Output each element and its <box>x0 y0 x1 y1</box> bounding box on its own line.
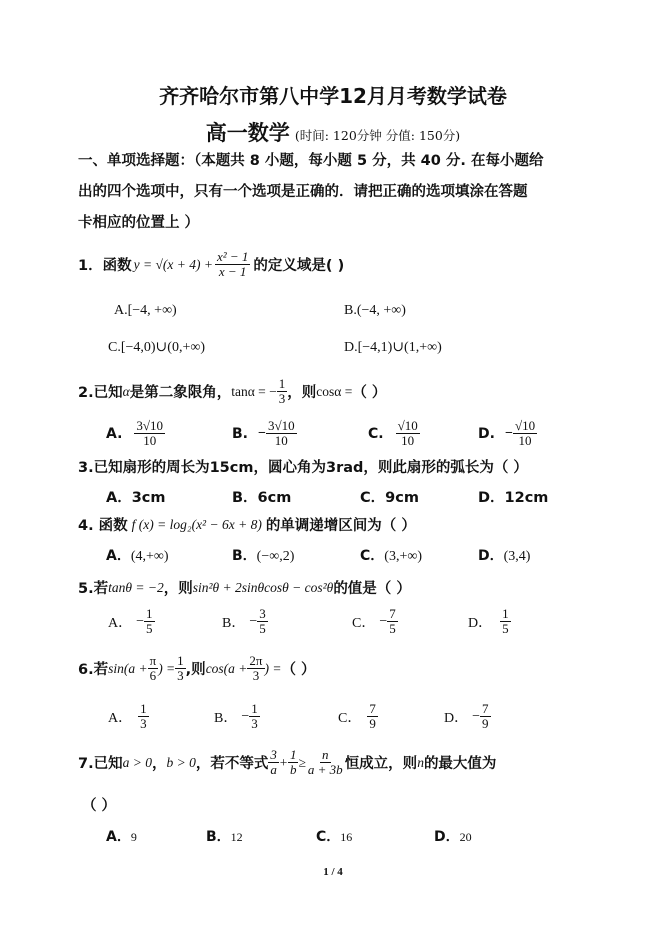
q4-option-d-value: (3,4) <box>503 549 531 564</box>
q2-option-b-fraction <box>266 419 297 448</box>
q2-cos: cosα = <box>316 383 353 399</box>
q7-plus: + <box>278 754 288 770</box>
q5-option-a[interactable] <box>108 607 155 636</box>
q7-ge: ≥ <box>298 754 306 770</box>
q6-2pi-denominator: 3 <box>252 668 260 683</box>
q7-n: n <box>417 754 424 770</box>
q1-fraction-denominator: x − 1 <box>218 264 247 279</box>
q7-option-a[interactable] <box>106 826 137 846</box>
q5-option-a-fraction <box>144 607 155 636</box>
q2-d-denominator: 10 <box>518 433 532 448</box>
q7-f1-denominator: a <box>270 762 277 777</box>
q6-value-fraction <box>175 654 186 683</box>
q6-option-b-label: B． <box>214 710 238 726</box>
q7-option-c[interactable] <box>316 826 352 846</box>
q6-option-d[interactable] <box>444 702 491 731</box>
q6-cos-fraction <box>247 654 264 683</box>
q1-option-d[interactable]: D.[−4,1)∪(1,+∞) <box>344 340 442 355</box>
q4-option-a-label: A． <box>106 548 131 564</box>
q6-paren: （ ） <box>281 662 316 678</box>
question-4 <box>78 514 416 535</box>
q4-option-d[interactable] <box>478 545 530 565</box>
q6-sin-prefix: sin(a + <box>108 660 148 676</box>
q4-option-c-label: C． <box>360 548 385 564</box>
q6-pi-denominator: 6 <box>149 668 157 683</box>
q2-option-b[interactable] <box>232 419 297 448</box>
q4-number: 4. 函数 <box>78 518 128 534</box>
q5-c-sign: − <box>379 613 388 629</box>
q1-option-b[interactable]: B.(−4, +∞) <box>344 303 406 318</box>
q7-fraction-3 <box>306 748 345 777</box>
q2-mid: 是第二象限角， <box>129 385 232 401</box>
q4-tail: 的单调递增区间为（ ） <box>265 518 416 534</box>
q2-fraction-numerator: 1 <box>278 376 286 391</box>
q5-d-denominator: 5 <box>502 621 509 636</box>
q3-option-a[interactable]: A．3cm <box>106 490 166 506</box>
q7-option-b-value: 12 <box>230 830 243 844</box>
q4-option-a-value: (4,+∞) <box>130 549 169 564</box>
q2-option-b-label: B. <box>232 425 248 442</box>
q5-option-a-label: A． <box>108 615 133 631</box>
q2-fraction-denominator: 3 <box>278 391 286 406</box>
q7-number: 7.已知 <box>78 756 123 772</box>
q6-a-denominator: 3 <box>140 716 147 731</box>
q5-option-c-label: C． <box>352 615 376 631</box>
q6-option-d-label: D． <box>444 710 469 726</box>
q1-option-a[interactable]: A.[−4, +∞) <box>114 303 177 318</box>
q4-formula: f (x) = log₂(x² − 6x + 8) <box>131 516 262 532</box>
q2-option-c-fraction <box>396 419 420 448</box>
subtitle <box>0 117 666 147</box>
q2-option-a-fraction <box>134 419 165 448</box>
question-1 <box>78 250 344 279</box>
q6-option-c-fraction <box>367 702 378 731</box>
q5-option-d-label: D． <box>468 615 493 631</box>
q5-option-d[interactable] <box>468 607 511 636</box>
q6-cos-suffix: ) = <box>264 660 282 676</box>
q3-option-b[interactable]: B．6cm <box>232 490 292 506</box>
q1-fraction <box>215 250 250 279</box>
q6-d-sign: − <box>472 708 481 724</box>
q7-f2-numerator: 1 <box>289 747 297 762</box>
q1-formula: y = √(x + 4) + <box>133 256 213 272</box>
q5-c-denominator: 5 <box>389 621 396 636</box>
q2-option-d[interactable] <box>478 419 537 448</box>
q6-option-b-fraction <box>249 702 260 731</box>
q2-c-numerator: √10 <box>397 418 418 433</box>
q2-number: 2.已知 <box>78 385 123 401</box>
q6-cos-prefix: cos(a + <box>205 660 248 676</box>
question-2 <box>78 377 386 406</box>
q2-b-numerator: 3√10 <box>267 418 295 433</box>
q6-option-a[interactable] <box>108 702 149 731</box>
q6-option-d-fraction <box>480 702 491 731</box>
q7-option-b-label: B． <box>206 829 231 845</box>
q7-separator: ， <box>151 756 167 772</box>
q4-option-b-label: B． <box>232 548 257 564</box>
q2-option-d-fraction <box>513 419 537 448</box>
section-instructions-line2: 出的四个选项中，只有一个选项是正确的．请把正确的选项填涂在答题 <box>78 184 528 200</box>
q4-option-d-label: D． <box>478 548 504 564</box>
q6-pi-numerator: π <box>149 653 157 668</box>
q7-fraction-1 <box>268 748 279 777</box>
q7-option-c-value: 16 <box>340 830 353 844</box>
q4-option-b[interactable] <box>232 545 294 565</box>
q2-fraction <box>277 377 288 406</box>
q6-sin-fraction <box>148 654 159 683</box>
q2-a-numerator: 3√10 <box>136 418 164 433</box>
section-instructions-line3: 卡相应的位置上 ） <box>78 215 200 231</box>
q5-then: ，则 <box>163 581 193 597</box>
q6-option-a-label: A． <box>108 710 133 726</box>
q5-option-b[interactable] <box>222 607 268 636</box>
q1-tail: 的定义域是( ) <box>253 258 345 274</box>
q2-alpha: α <box>122 383 130 399</box>
q3-option-d[interactable]: D．12cm <box>478 490 549 506</box>
q5-option-c[interactable] <box>352 607 398 636</box>
q6-d-numerator: 7 <box>482 701 489 716</box>
q7-option-a-label: A． <box>106 829 131 845</box>
q2-paren: （ ） <box>352 385 387 401</box>
q6-c-denominator: 9 <box>369 716 376 731</box>
q2-option-c[interactable] <box>368 419 420 448</box>
q7-option-c-label: C． <box>316 829 341 845</box>
q6-a-numerator: 1 <box>140 701 147 716</box>
q6-d-denominator: 9 <box>482 716 489 731</box>
exam-info: (时间: 120分钟 分值: 150分) <box>294 128 461 143</box>
section-instructions-line1: 一、单项选择题：（本题共 8 小题，每小题 5 分，共 40 分. 在每小题给 <box>78 153 544 169</box>
question-5 <box>78 577 411 598</box>
q6-sin-suffix: ) = <box>158 660 176 676</box>
q1-number: 1．函数 <box>78 258 132 274</box>
q5-b-numerator: 3 <box>259 606 266 621</box>
q1-option-c[interactable]: C.[−4,0)∪(0,+∞) <box>108 340 205 355</box>
q7-tail: 恒成立，则 <box>344 756 418 772</box>
q6-then: ,则 <box>185 662 206 678</box>
q7-option-b[interactable] <box>206 826 243 846</box>
q4-option-a[interactable] <box>106 545 169 565</box>
q7-condition-a: a > 0 <box>122 754 152 770</box>
q5-b-sign: − <box>249 613 258 629</box>
q5-option-c-fraction <box>387 607 398 636</box>
q5-a-denominator: 5 <box>146 621 153 636</box>
q2-then: ，则 <box>287 385 317 401</box>
q6-option-a-fraction <box>138 702 149 731</box>
q5-option-d-fraction <box>500 607 511 636</box>
question-3: 3.已知扇形的周长为15cm，圆心角为3rad，则此扇形的弧长为（ ） <box>78 460 528 476</box>
q7-tail2: 的最大值为 <box>423 756 497 772</box>
q4-option-b-value: (−∞,2) <box>256 549 295 564</box>
q7-f1-numerator: 3 <box>270 747 277 762</box>
q5-b-denominator: 5 <box>259 621 266 636</box>
q5-c-numerator: 7 <box>389 606 396 621</box>
q7-option-d-value: 20 <box>459 830 472 844</box>
q6-option-b[interactable] <box>214 702 260 731</box>
q7-f3-numerator: n <box>322 747 329 762</box>
q4-option-c-value: (3,+∞) <box>384 549 422 564</box>
q6-value-denominator: 3 <box>177 668 184 683</box>
q2-a-denominator: 10 <box>143 433 157 448</box>
q5-option-b-fraction <box>257 607 268 636</box>
q6-b-denominator: 3 <box>251 716 258 731</box>
q7-condition-b: b > 0 <box>166 754 196 770</box>
exam-title: 齐齐哈尔市第八中学12月月考数学试卷 <box>159 84 507 108</box>
q7-f3-denominator: a + 3b <box>307 762 343 777</box>
q6-b-sign: − <box>241 708 250 724</box>
q2-option-a[interactable] <box>106 419 165 448</box>
q7-paren: （ ） <box>82 798 117 814</box>
q6-c-numerator: 7 <box>369 701 376 716</box>
q7-mid: ，若不等式 <box>195 756 269 772</box>
question-6 <box>78 654 316 683</box>
q6-2pi-numerator: 2π <box>249 653 263 668</box>
q2-b-denominator: 10 <box>274 433 288 448</box>
question-7 <box>78 748 496 777</box>
q5-d-numerator: 1 <box>502 606 509 621</box>
q5-option-b-label: B． <box>222 615 246 631</box>
q2-option-a-label: A. <box>106 425 123 442</box>
q1-fraction-numerator: x² − 1 <box>216 249 249 264</box>
q5-a-numerator: 1 <box>146 606 153 621</box>
page-number: 1 / 4 <box>323 866 343 878</box>
q6-option-c[interactable] <box>338 702 378 731</box>
q2-formula: tanα = − <box>231 383 277 399</box>
q5-a-sign: − <box>136 613 145 629</box>
q6-value-numerator: 1 <box>177 653 184 668</box>
q2-d-sign: − <box>504 425 513 441</box>
q7-option-d[interactable] <box>434 826 472 846</box>
q6-option-c-label: C． <box>338 710 362 726</box>
q5-formula: sin²θ + 2sinθcosθ − cos²θ <box>192 579 334 595</box>
q2-option-c-label: C. <box>368 425 384 442</box>
q7-fraction-2 <box>288 748 299 777</box>
q3-option-c[interactable]: C．9cm <box>360 490 419 506</box>
q5-tail: 的值是（ ） <box>333 581 411 597</box>
q6-b-numerator: 1 <box>251 701 258 716</box>
subject-label: 高一数学 <box>205 121 290 145</box>
q5-number: 5.若 <box>78 581 109 597</box>
q4-option-c[interactable] <box>360 545 422 565</box>
q7-option-a-value: 9 <box>130 830 137 844</box>
q7-f2-denominator: b <box>289 762 297 777</box>
q7-option-d-label: D． <box>434 829 460 845</box>
q5-condition: tanθ = −2 <box>108 579 164 595</box>
q6-number: 6.若 <box>78 662 109 678</box>
q2-d-numerator: √10 <box>514 418 536 433</box>
q2-c-denominator: 10 <box>401 433 415 448</box>
q2-option-d-label: D. <box>478 425 495 442</box>
q2-b-sign: − <box>258 425 266 441</box>
